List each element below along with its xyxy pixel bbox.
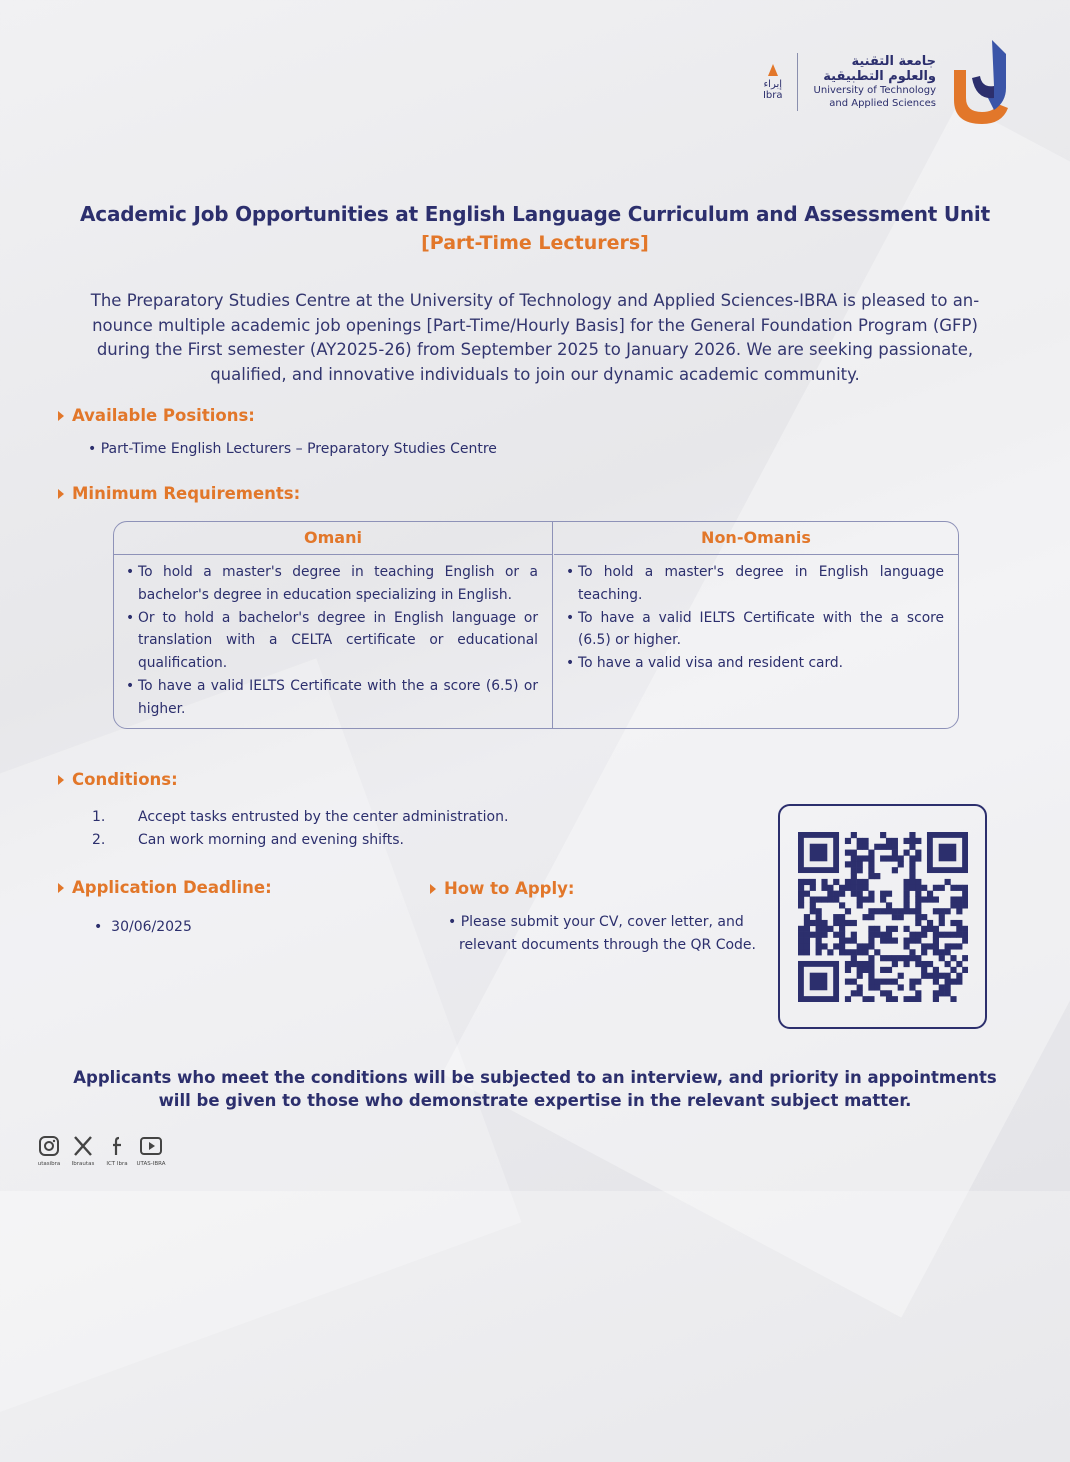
positions-heading — [58, 406, 255, 425]
social-label: UTAS-IBRA — [136, 1161, 166, 1167]
heading-arrow-icon — [58, 411, 64, 421]
apply-instructions — [448, 911, 756, 957]
social-label: utasibra — [37, 1161, 61, 1167]
omani-column — [114, 522, 553, 728]
requirement-item: • To have a valid IELTS Certificate with the a score (6.5) or higher. — [126, 675, 538, 721]
omani-requirements — [114, 555, 552, 721]
heading-arrow-icon — [58, 883, 64, 893]
social-label: Ibrautas — [71, 1161, 95, 1167]
requirement-item: • To hold a master's degree in English language teaching. — [566, 561, 944, 607]
conditions-heading-text: Conditions: — [72, 770, 178, 789]
intro-paragraph — [60, 289, 1010, 387]
page-subtitle: [Part-Time Lecturers] — [421, 232, 649, 254]
apply-line: relevant documents through the QR Code. — [459, 937, 756, 953]
requirement-item: • To have a valid IELTS Certificate with the a score (6.5) or higher. — [566, 607, 944, 653]
condition-text: Can work morning and evening shifts. — [138, 832, 404, 848]
non-omani-column — [554, 522, 958, 728]
requirements-heading-text: Minimum Requirements: — [72, 484, 301, 503]
university-name-ar-1: جامعة التقنية — [851, 54, 936, 69]
university-logo-icon — [948, 38, 1012, 126]
bullet-icon: • — [94, 919, 112, 935]
page-title: Academic Job Opportunities at English Language Curriculum and Assessment Unit — [80, 202, 990, 226]
social-links — [34, 1134, 170, 1167]
ibra-arabic-label: إبراء — [763, 79, 783, 90]
requirements-table — [113, 521, 959, 729]
positions-heading-text: Available Positions: — [72, 406, 255, 425]
qr-code[interactable] — [778, 804, 987, 1029]
ibra-logo — [763, 63, 783, 101]
ibra-flame-icon — [766, 63, 780, 77]
social-x[interactable] — [68, 1134, 98, 1167]
deadline-date — [94, 919, 192, 935]
position-item — [88, 441, 497, 457]
social-instagram[interactable] — [34, 1134, 64, 1167]
deadline-heading-text: Application Deadline: — [72, 878, 272, 897]
youtube-icon[interactable] — [139, 1134, 163, 1158]
condition-number: 2. — [92, 832, 106, 848]
conditions-heading — [58, 770, 178, 789]
heading-arrow-icon — [58, 775, 64, 785]
non-omani-requirements — [554, 555, 958, 675]
apply-line: Please submit your CV, cover letter, and — [460, 914, 744, 930]
instagram-icon[interactable] — [37, 1134, 61, 1158]
x-icon[interactable] — [71, 1134, 95, 1158]
apply-heading — [430, 879, 575, 898]
intro-line: The Preparatory Studies Centre at the University of Technology and Applied Sciences-IBRA is pleased to an- — [90, 291, 980, 310]
heading-arrow-icon — [430, 884, 436, 894]
facebook-icon[interactable] — [105, 1134, 129, 1158]
non-omani-header: Non-Omanis — [554, 522, 958, 555]
social-youtube[interactable] — [136, 1134, 166, 1167]
social-label: ICT Ibra — [106, 1161, 128, 1167]
apply-heading-text: How to Apply: — [444, 879, 575, 898]
university-name-en-2: and Applied Sciences — [829, 98, 936, 109]
condition-number: 1. — [92, 809, 106, 825]
heading-arrow-icon — [58, 489, 64, 499]
ibra-english-label: Ibra — [762, 90, 783, 101]
university-name — [814, 54, 936, 110]
intro-line: nounce multiple academic job openings [Part-Time/Hourly Basis] for the General Foundation Program (GFP) — [92, 315, 978, 335]
university-name-ar-2: والعلوم التطبيقية — [823, 69, 936, 84]
bullet-icon: • — [448, 914, 461, 930]
requirement-item: • Or to hold a bachelor's degree in English language or translation with a CELTA certificate or educational qualification. — [126, 607, 538, 675]
footer-note — [0, 1066, 1070, 1112]
footer-line: will be given to those who demonstrate expertise in the relevant subject matter. — [158, 1091, 912, 1110]
deadline-date-text: 30/06/2025 — [111, 919, 192, 935]
bullet-icon: • — [88, 441, 101, 457]
intro-line: qualified, and innovative individuals to join our dynamic academic community. — [210, 364, 860, 384]
social-facebook[interactable] — [102, 1134, 132, 1167]
requirement-item: • To have a valid visa and resident card. — [566, 652, 944, 675]
qr-code-icon[interactable] — [798, 832, 968, 1002]
footer-line: Applicants who meet the conditions will be subjected to an interview, and priority in appointments — [73, 1068, 997, 1087]
logo-divider — [797, 53, 798, 111]
intro-line: during the First semester (AY2025-26) from September 2025 to January 2026. We are seeking passionate, — [96, 340, 974, 359]
university-name-en-1: University of Technology — [813, 85, 936, 96]
position-item-text: Part-Time English Lecturers – Preparatory Studies Centre — [100, 441, 497, 457]
omani-header: Omani — [114, 522, 552, 555]
requirements-heading — [58, 484, 300, 503]
header-logos — [763, 36, 1012, 128]
requirement-item: • To hold a master's degree in teaching English or a bachelor's degree in education specializing in English. — [126, 561, 538, 607]
condition-text: Accept tasks entrusted by the center administration. — [138, 809, 509, 825]
deadline-heading — [58, 878, 272, 897]
